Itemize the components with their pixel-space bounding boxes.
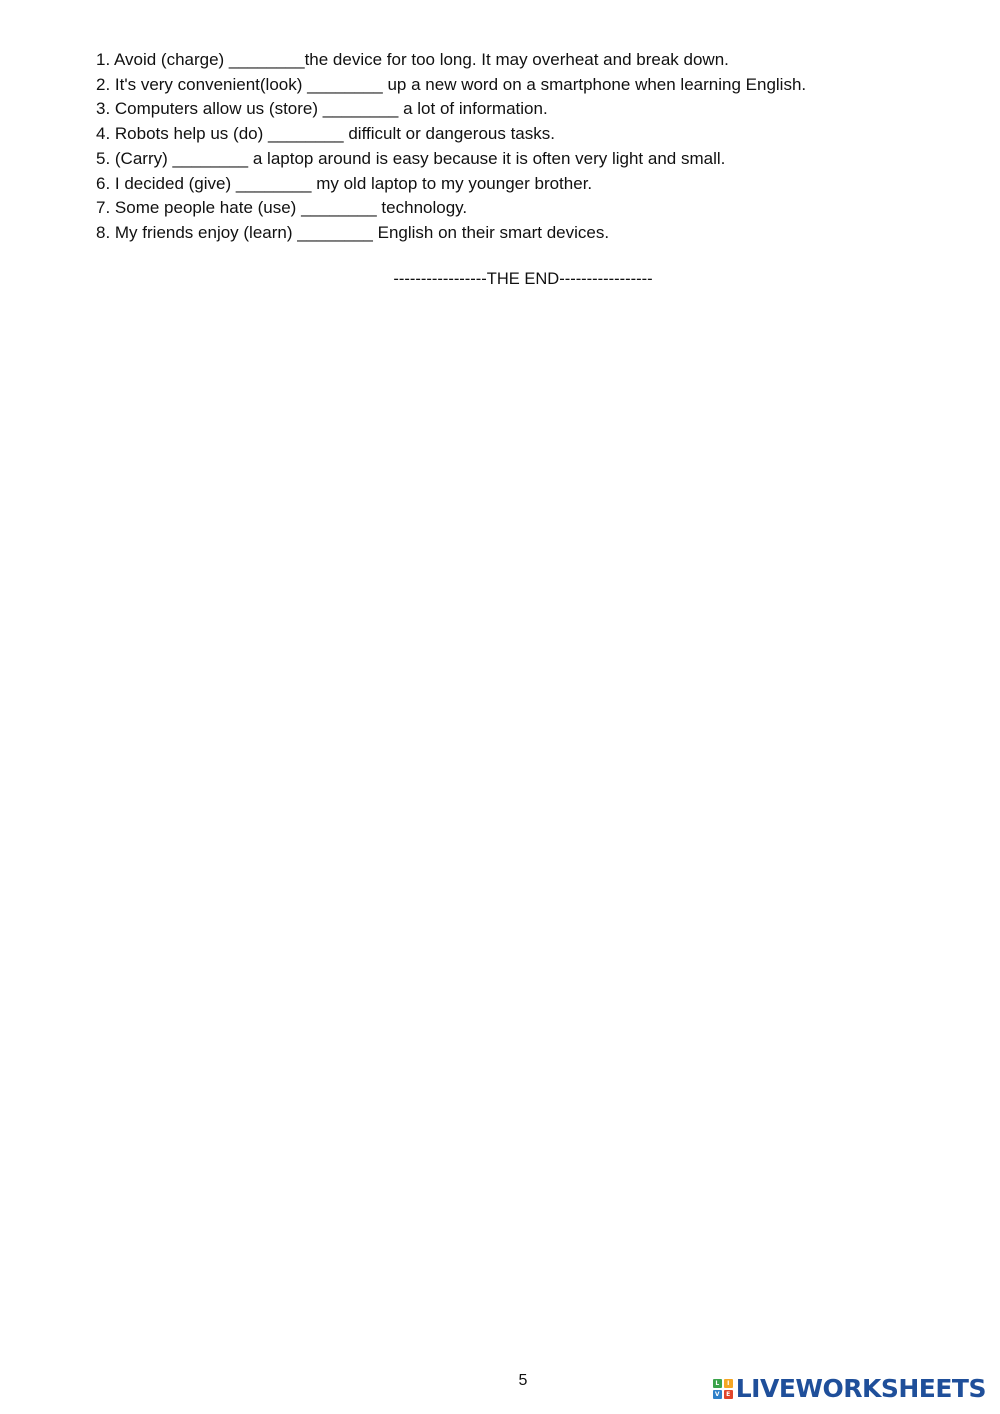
exercise-item-8: 8. My friends enjoy (learn) ________ English on their smart devices.	[96, 222, 610, 242]
exercise-item-7: 7. Some people hate (use) ________ technology.	[96, 198, 468, 218]
exercise-item-1: 1. Avoid (charge) ________the device for too long. It may overheat and break down.	[96, 50, 729, 69]
liveworksheets-brand[interactable]	[713, 1375, 986, 1403]
exercise-item-2: 2. It's very convenient(look) ________ up a new word on a smartphone when learning English.	[96, 74, 807, 94]
brand-name: LIVEWORKSHEETS	[735, 1374, 986, 1403]
page-number: 5	[518, 1372, 528, 1389]
logo-square-orange: I	[724, 1379, 733, 1388]
logo-square-green: L	[713, 1379, 722, 1388]
logo-square-red: E	[724, 1390, 733, 1399]
exercise-item-3: 3. Computers allow us (store) ________ a lot of information.	[96, 99, 548, 119]
exercise-item-4: 4. Robots help us (do) ________ difficult or dangerous tasks.	[96, 124, 555, 144]
exercise-item-6: 6. I decided (give) ________ my old laptop to my younger brother.	[96, 173, 593, 193]
liveworksheets-logo-icon	[713, 1379, 733, 1399]
logo-square-blue: V	[713, 1390, 722, 1399]
exercise-item-5: 5. (Carry) ________ a laptop around is easy because it is often very light and small.	[96, 148, 726, 168]
the-end-marker: -----------------THE END-----------------	[393, 270, 653, 288]
exercise-list	[96, 48, 956, 246]
